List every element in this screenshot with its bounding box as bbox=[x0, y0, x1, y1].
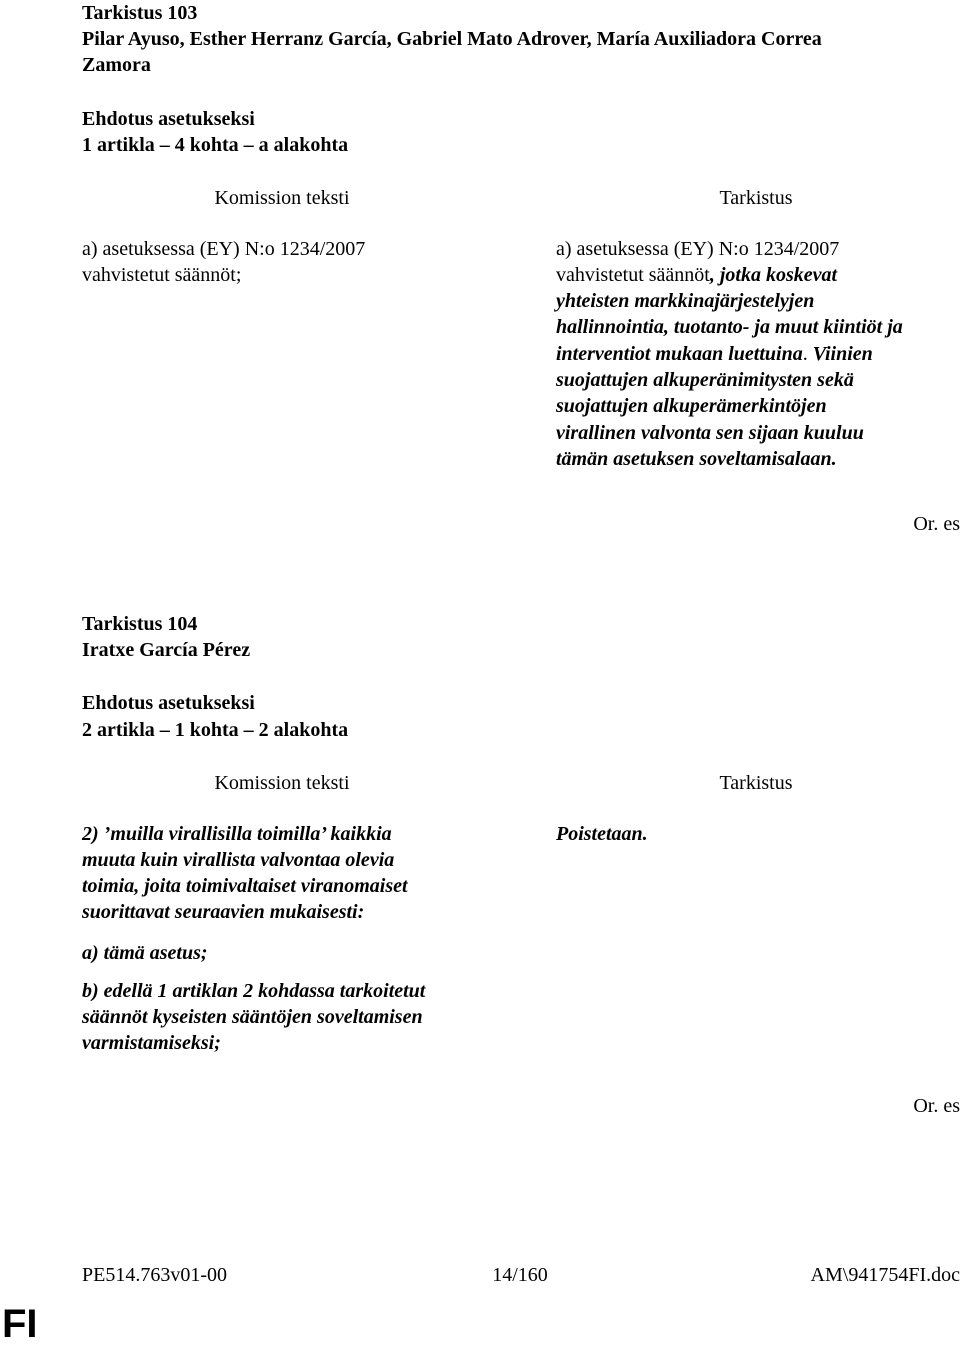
amendment-104-left-text: 2) ’muilla virallisilla toimilla’ kaikkia bbox=[82, 823, 392, 845]
amendment-103-right-text-8: virallinen valvonta sen sijaan kuuluu bbox=[556, 422, 864, 444]
amendment-104-author: Iratxe García Pérez bbox=[82, 639, 251, 661]
amendment-103-origin: Or. es bbox=[913, 513, 960, 535]
amendment-103-proposal: Ehdotus asetukseksi bbox=[82, 108, 255, 130]
amendment-104-reference: 2 artikla – 1 kohta – 2 alakohta bbox=[82, 719, 349, 741]
amendment-103-right-text-3: yhteisten markkinajärjestelyjen bbox=[556, 290, 815, 312]
amendment-104-left-text-5: a) tämä asetus; bbox=[82, 942, 208, 964]
amendment-103-left-text: a) asetuksessa (EY) N:o 1234/2007 bbox=[82, 238, 366, 260]
right-text-bold-2: Viinien bbox=[807, 343, 873, 365]
amendment-103-right-text-9: tämän asetuksen soveltamisalaan. bbox=[556, 448, 837, 470]
language-mark: FI bbox=[2, 1302, 38, 1346]
amendment-103-right-text-4: hallinnointia, tuotanto- ja muut kiintiöt ja bbox=[556, 316, 903, 338]
amendment-103-authors-cont: Zamora bbox=[82, 54, 151, 76]
amendment-103-authors: Pilar Ayuso, Esther Herranz García, Gabriel Mato Adrover, María Auxiliadora Correa bbox=[82, 28, 822, 50]
right-text-plain: vahvistetut säännöt bbox=[556, 264, 710, 286]
amendment-103-right-text-2 bbox=[556, 262, 837, 289]
amendment-104-proposal: Ehdotus asetukseksi bbox=[82, 692, 255, 714]
amendment-104-left-text-6: b) edellä 1 artiklan 2 kohdassa tarkoitetut bbox=[82, 980, 426, 1002]
amendment-103-col-right-header: Tarkistus bbox=[719, 187, 793, 209]
amendment-103-col-left-header: Komission teksti bbox=[214, 187, 350, 209]
amendment-104-col-left-header: Komission teksti bbox=[214, 772, 350, 794]
amendment-103-right-text-7: suojattujen alkuperämerkintöjen bbox=[556, 395, 827, 417]
amendment-104-title: Tarkistus 104 bbox=[82, 613, 198, 635]
amendment-104-left-text-2: muuta kuin virallista valvontaa olevia bbox=[82, 849, 395, 871]
right-text-plain: . bbox=[802, 343, 808, 365]
amendment-103-right-text-5 bbox=[556, 341, 873, 368]
amendment-103-right-text: a) asetuksessa (EY) N:o 1234/2007 bbox=[556, 238, 840, 260]
amendment-104-left-text-8: varmistamiseksi; bbox=[82, 1032, 221, 1054]
amendment-103-title: Tarkistus 103 bbox=[82, 2, 198, 24]
amendment-103-right-text-6: suojattujen alkuperänimitysten sekä bbox=[556, 369, 854, 391]
right-text-bold: interventiot mukaan luettuina bbox=[556, 343, 803, 365]
right-text-bold: , jotka koskevat bbox=[709, 264, 838, 286]
footer-file-name: AM\941754FI.doc bbox=[810, 1264, 960, 1286]
amendment-104-origin: Or. es bbox=[913, 1095, 960, 1117]
amendment-104-left-text-4: suorittavat seuraavien mukaisesti: bbox=[82, 901, 365, 923]
amendment-104-right-text: Poistetaan. bbox=[556, 823, 648, 845]
amendment-103-reference: 1 artikla – 4 kohta – a alakohta bbox=[82, 134, 349, 156]
footer-page-number: 14/160 bbox=[492, 1264, 548, 1286]
amendment-104-col-right-header: Tarkistus bbox=[719, 772, 793, 794]
amendment-104-left-text-7: säännöt kyseisten sääntöjen soveltamisen bbox=[82, 1006, 423, 1028]
amendment-104-left-text-3: toimia, joita toimivaltaiset viranomaiset bbox=[82, 875, 408, 897]
footer-doc-ref: PE514.763v01-00 bbox=[82, 1264, 227, 1286]
amendment-103-left-text-2: vahvistetut säännöt; bbox=[82, 264, 242, 286]
